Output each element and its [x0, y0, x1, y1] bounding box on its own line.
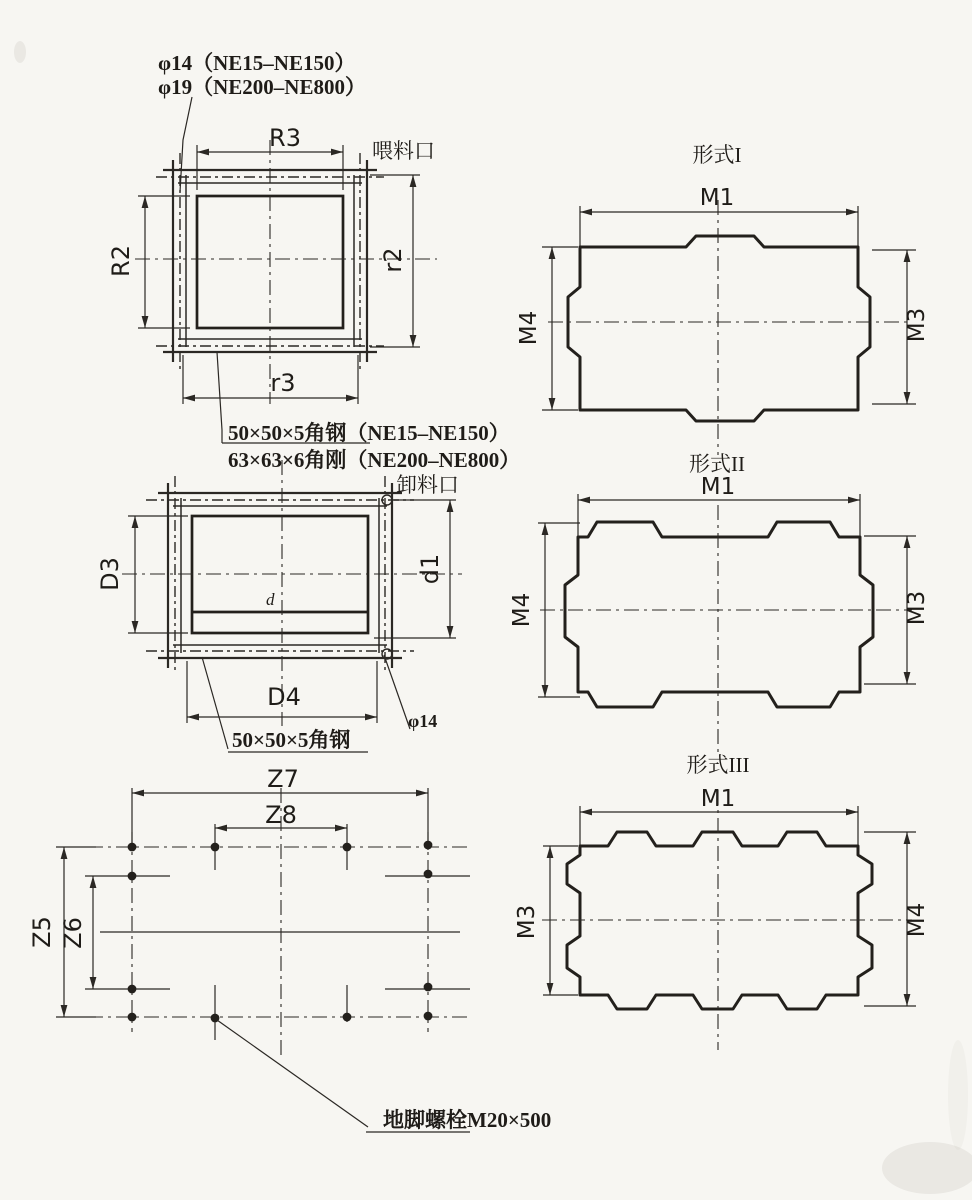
anchor-bolt: [128, 843, 137, 852]
form-2-dim-M1: M1: [700, 474, 736, 500]
feed-hole-note-line2: φ19（NE200–NE800）: [158, 75, 366, 99]
casing-profile-form-1: [568, 236, 870, 421]
form-2-title: 形式II: [689, 452, 745, 476]
dim-label-r3: r3: [270, 369, 296, 397]
discharge-port-label: 卸料口: [396, 473, 459, 497]
form-3-dim-M1: M1: [700, 786, 736, 812]
anchor-bolt: [128, 1013, 137, 1022]
form-1-dim-M1: M1: [699, 185, 735, 211]
anchor-bolt-note: 地脚螺栓M20×500: [383, 1108, 552, 1132]
frame-note-line2: 63×63×6角刚（NE200–NE800）: [228, 448, 521, 472]
anchor-bolt: [343, 1013, 352, 1022]
dim-label-R2: R2: [107, 245, 135, 277]
form-1-title: 形式I: [692, 143, 742, 167]
dim-label-Z8: Z8: [265, 801, 297, 829]
frame-note-line1: 50×50×5角钢（NE15–NE150）: [228, 421, 510, 445]
form-3-view: [514, 753, 930, 1050]
discharge-port-view: [96, 460, 462, 752]
feed-port-view: [107, 51, 437, 404]
form-1-dim-left: M4: [516, 310, 542, 346]
feed-hole-note-line1: φ14（NE15–NE150）: [158, 51, 356, 75]
dim-label-D3: D3: [96, 557, 124, 591]
discharge-frame-note: 50×50×5角钢: [232, 728, 351, 752]
anchor-bolt: [424, 841, 433, 850]
anchor-bolt: [128, 872, 137, 881]
form-3-dim-left: M3: [514, 904, 540, 940]
form-2-dim-right: M3: [904, 590, 930, 626]
anchor-bolt: [424, 870, 433, 879]
anchor-bolt: [211, 843, 220, 852]
form-3-dim-right: M4: [904, 902, 930, 938]
frame-note: [217, 352, 520, 472]
scan-smudge: [948, 1040, 968, 1150]
anchor-bolt: [343, 843, 352, 852]
discharge-hole-note: φ14: [408, 711, 438, 731]
form-1-dim-right: M3: [904, 307, 930, 343]
dim-label-d1: d1: [416, 553, 444, 585]
feed-port-label: 喂料口: [372, 139, 435, 163]
scan-smudge: [14, 41, 26, 63]
dim-label-R3: R3: [269, 124, 301, 152]
dim-label-D4: D4: [267, 683, 301, 711]
form-2-dim-left: M4: [509, 592, 535, 628]
anchor-bolt: [424, 983, 433, 992]
dim-label-r2: r2: [379, 247, 407, 273]
form-2-view: [509, 452, 930, 755]
foundation-plan-view: [28, 765, 551, 1132]
dim-label-Z7: Z7: [267, 765, 299, 793]
dim-label-Z5: Z5: [28, 916, 56, 948]
casing-profile-form-2: [565, 522, 873, 707]
form-3-title: 形式III: [686, 753, 750, 777]
form-1-view: [516, 143, 930, 455]
center-mark-d: d: [266, 590, 275, 609]
dim-label-Z6: Z6: [59, 917, 87, 949]
anchor-bolt: [424, 1012, 433, 1021]
anchor-bolt: [128, 985, 137, 994]
